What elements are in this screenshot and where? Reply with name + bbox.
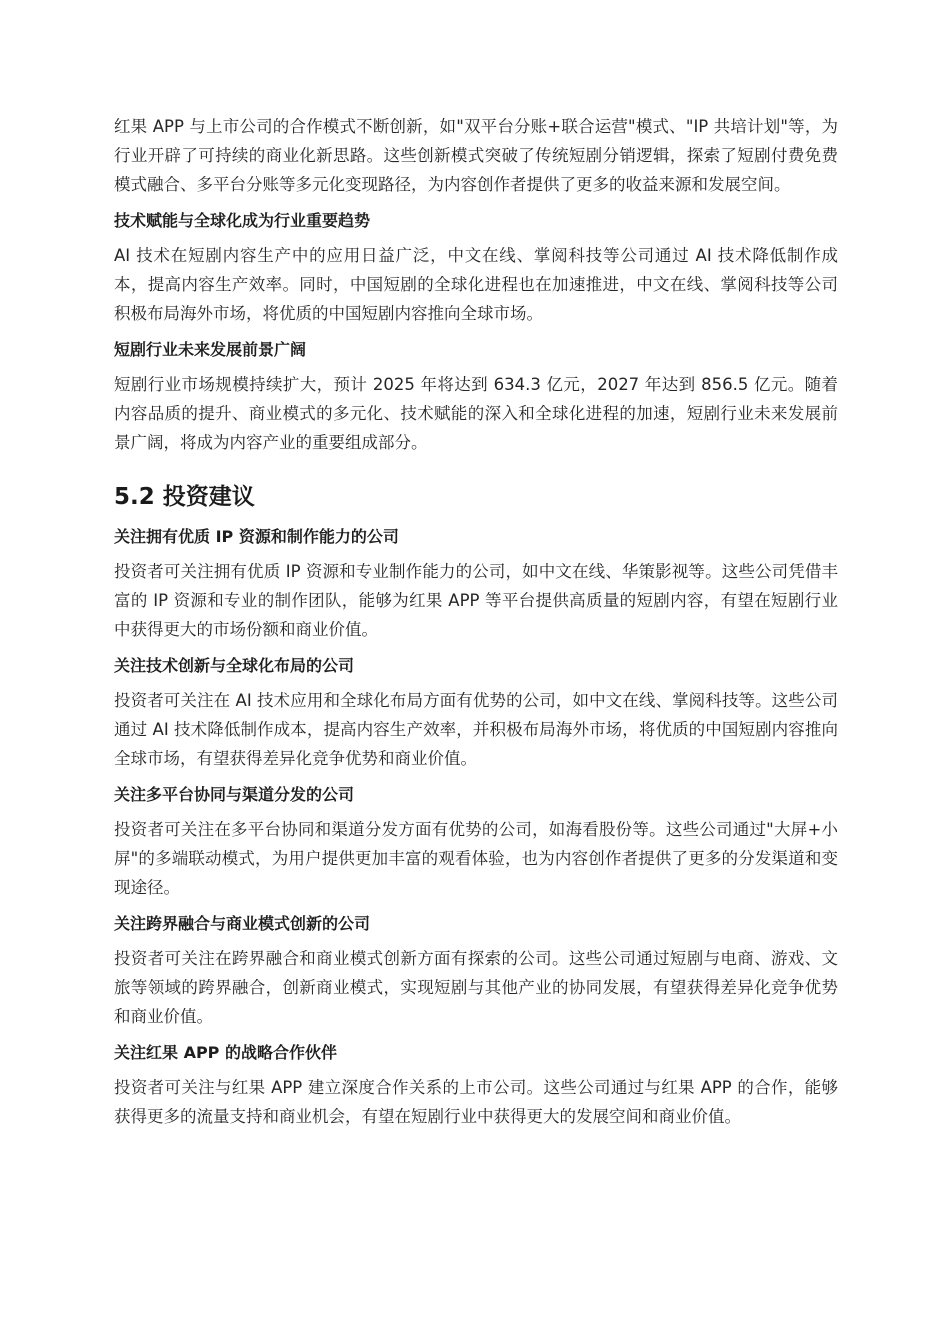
subheading-industry-prospects: 短剧行业未来发展前景广阔 [114, 340, 307, 359]
paragraph-tech-innovation-advice: 投资者可关注在 AI 技术应用和全球化布局方面有优势的公司，如中文在线、掌阅科技等。这些公司通过 AI 技术降低制作成本，提高内容生产效率，并积极布局海外市场，将优质的中国短剧内容推向全球市场，有望获得差异化竞争优势和商业价值。 [114, 691, 838, 768]
document-page [114, 112, 838, 1131]
paragraph-honguo-cooperation-models: 红果 APP 与上市公司的合作模式不断创新，如"双平台分账+联合运营"模式、"IP 共培计划"等，为行业开辟了可持续的商业化新思路。这些创新模式突破了传统短剧分销逻辑，探索了短剧付费免费模式融合、多平台分账等多元化变现路径，为内容创作者提供了更多的收益来源和发展空间。 [114, 117, 838, 194]
subheading-tech-innovation-companies: 关注技术创新与全球化布局的公司 [114, 656, 355, 675]
paragraph-multi-platform-advice: 投资者可关注在多平台协同和渠道分发方面有优势的公司，如海看股份等。这些公司通过"大屏+小屏"的多端联动模式，为用户提供更加丰富的观看体验，也为内容创作者提供了更多的分发渠道和变现途径。 [114, 820, 838, 897]
paragraph-ai-tech-globalization: AI 技术在短剧内容生产中的应用日益广泛，中文在线、掌阅科技等公司通过 AI 技术降低制作成本，提高内容生产效率。同时，中国短剧的全球化进程也在加速推进，中文在线、掌阅科技等公司积极布局海外市场，将优质的中国短剧内容推向全球市场。 [114, 246, 838, 323]
subheading-tech-globalization-trend: 技术赋能与全球化成为行业重要趋势 [114, 211, 371, 230]
paragraph-ip-resources-advice: 投资者可关注拥有优质 IP 资源和专业制作能力的公司，如中文在线、华策影视等。这些公司凭借丰富的 IP 资源和专业的制作团队，能够为红果 APP 等平台提供高质量的短剧内容，有望在短剧行业中获得更大的市场份额和商业价值。 [114, 562, 838, 639]
subheading-honguo-partners: 关注红果 APP 的战略合作伙伴 [114, 1043, 337, 1062]
subheading-ip-resources-companies: 关注拥有优质 IP 资源和制作能力的公司 [114, 527, 399, 546]
subheading-cross-border-companies: 关注跨界融合与商业模式创新的公司 [114, 914, 371, 933]
subheading-multi-platform-companies: 关注多平台协同与渠道分发的公司 [114, 785, 355, 804]
paragraph-honguo-partners-advice: 投资者可关注与红果 APP 建立深度合作关系的上市公司。这些公司通过与红果 APP 的合作，能够获得更多的流量支持和商业机会，有望在短剧行业中获得更大的发展空间和商业价值。 [114, 1078, 838, 1126]
paragraph-cross-border-advice: 投资者可关注在跨界融合和商业模式创新方面有探索的公司。这些公司通过短剧与电商、游戏、文旅等领域的跨界融合，创新商业模式，实现短剧与其他产业的协同发展，有望获得差异化竞争优势和商业价值。 [114, 949, 838, 1026]
paragraph-market-scale-forecast: 短剧行业市场规模持续扩大，预计 2025 年将达到 634.3 亿元，2027 年达到 856.5 亿元。随着内容品质的提升、商业模式的多元化、技术赋能的深入和全球化进程的加速，短剧行业未来发展前景广阔，将成为内容产业的重要组成部分。 [114, 375, 838, 452]
section-title-investment-advice: 5.2 投资建议 [114, 484, 255, 510]
